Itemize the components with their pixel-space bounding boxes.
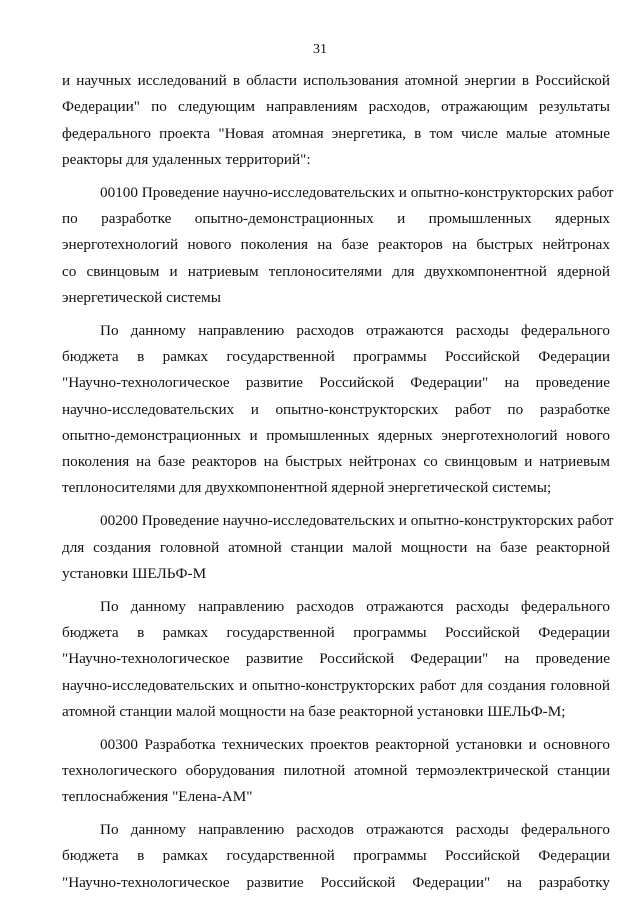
text-line: поколения на базе реакторов на быстрых нейтронах со свинцовым и натриевым xyxy=(62,453,610,471)
text-line: энерготехнологий нового поколения на базе реакторов на быстрых нейтронах xyxy=(62,236,610,254)
paragraph-desc-00100 xyxy=(62,318,610,502)
text-line: По данному направлению расходов отражаются расходы федерального xyxy=(100,597,610,615)
text-line: 00100 Проведение научно-исследовательских и опытно-конструкторских работ xyxy=(100,183,614,201)
text-line: со свинцовым и натриевым теплоносителями для двухкомпонентной ядерной xyxy=(62,262,610,280)
text-line: энергетической системы xyxy=(62,288,221,306)
text-line: По данному направлению расходов отражаются расходы федерального xyxy=(100,821,610,839)
paragraph-item-00100 xyxy=(62,180,614,311)
text-line: бюджета в рамках государственной программы Российской Федерации xyxy=(62,847,610,865)
paragraph-item-00200 xyxy=(62,508,614,587)
text-line: 00300 Разработка технических проектов реакторной установки и основного xyxy=(100,735,610,753)
text-line: Федерации" по следующим направлениям расходов, отражающим результаты xyxy=(62,98,610,116)
paragraph-desc-00200 xyxy=(62,594,610,725)
text-line: "Научно-технологическое развитие Российской Федерации" на проведение xyxy=(62,374,610,392)
text-line: "Научно-технологическое развитие Российской Федерации" на разработку xyxy=(62,873,610,891)
text-line: реакторы для удаленных территорий": xyxy=(62,150,311,168)
text-line: атомной станции малой мощности на базе реакторной установки ШЕЛЬФ-М; xyxy=(62,702,566,720)
text-line: технологического оборудования пилотной атомной термоэлектрической станции xyxy=(62,761,610,779)
text-line: по разработке опытно-демонстрационных и промышленных ядерных xyxy=(62,209,610,227)
page-number: 31 xyxy=(313,42,327,57)
text-line: теплоносителями для двухкомпонентной ядерной энергетической системы; xyxy=(62,479,552,497)
text-line: 00200 Проведение научно-исследовательских и опытно-конструкторских работ xyxy=(100,512,614,530)
text-line: опытно-демонстрационных и промышленных ядерных энерготехнологий нового xyxy=(62,426,610,444)
text-line: установки ШЕЛЬФ-М xyxy=(62,564,207,582)
text-line: бюджета в рамках государственной программы Российской Федерации xyxy=(62,347,610,365)
paragraph-item-00300 xyxy=(62,732,610,811)
text-line: "Научно-технологическое развитие Российской Федерации" на проведение xyxy=(62,650,610,668)
text-line: федерального проекта "Новая атомная энергетика, в том числе малые атомные xyxy=(62,124,610,142)
text-line: По данному направлению расходов отражаются расходы федерального xyxy=(100,321,610,339)
text-line: для создания головной атомной станции малой мощности на базе реакторной xyxy=(62,538,610,556)
text-line: теплоснабжения "Елена-АМ" xyxy=(62,788,253,806)
document-body xyxy=(62,68,614,896)
text-line: научно-исследовательских и опытно-конструкторских работ по разработке xyxy=(62,400,610,418)
text-line: бюджета в рамках государственной программы Российской Федерации xyxy=(62,623,610,641)
text-line: и научных исследований в области использования атомной энергии в Российской xyxy=(62,72,610,89)
paragraph-desc-00300 xyxy=(62,817,610,896)
paragraph-intro xyxy=(62,68,610,173)
text-line: научно-исследовательских и опытно-конструкторских работ для создания головной xyxy=(62,676,610,694)
